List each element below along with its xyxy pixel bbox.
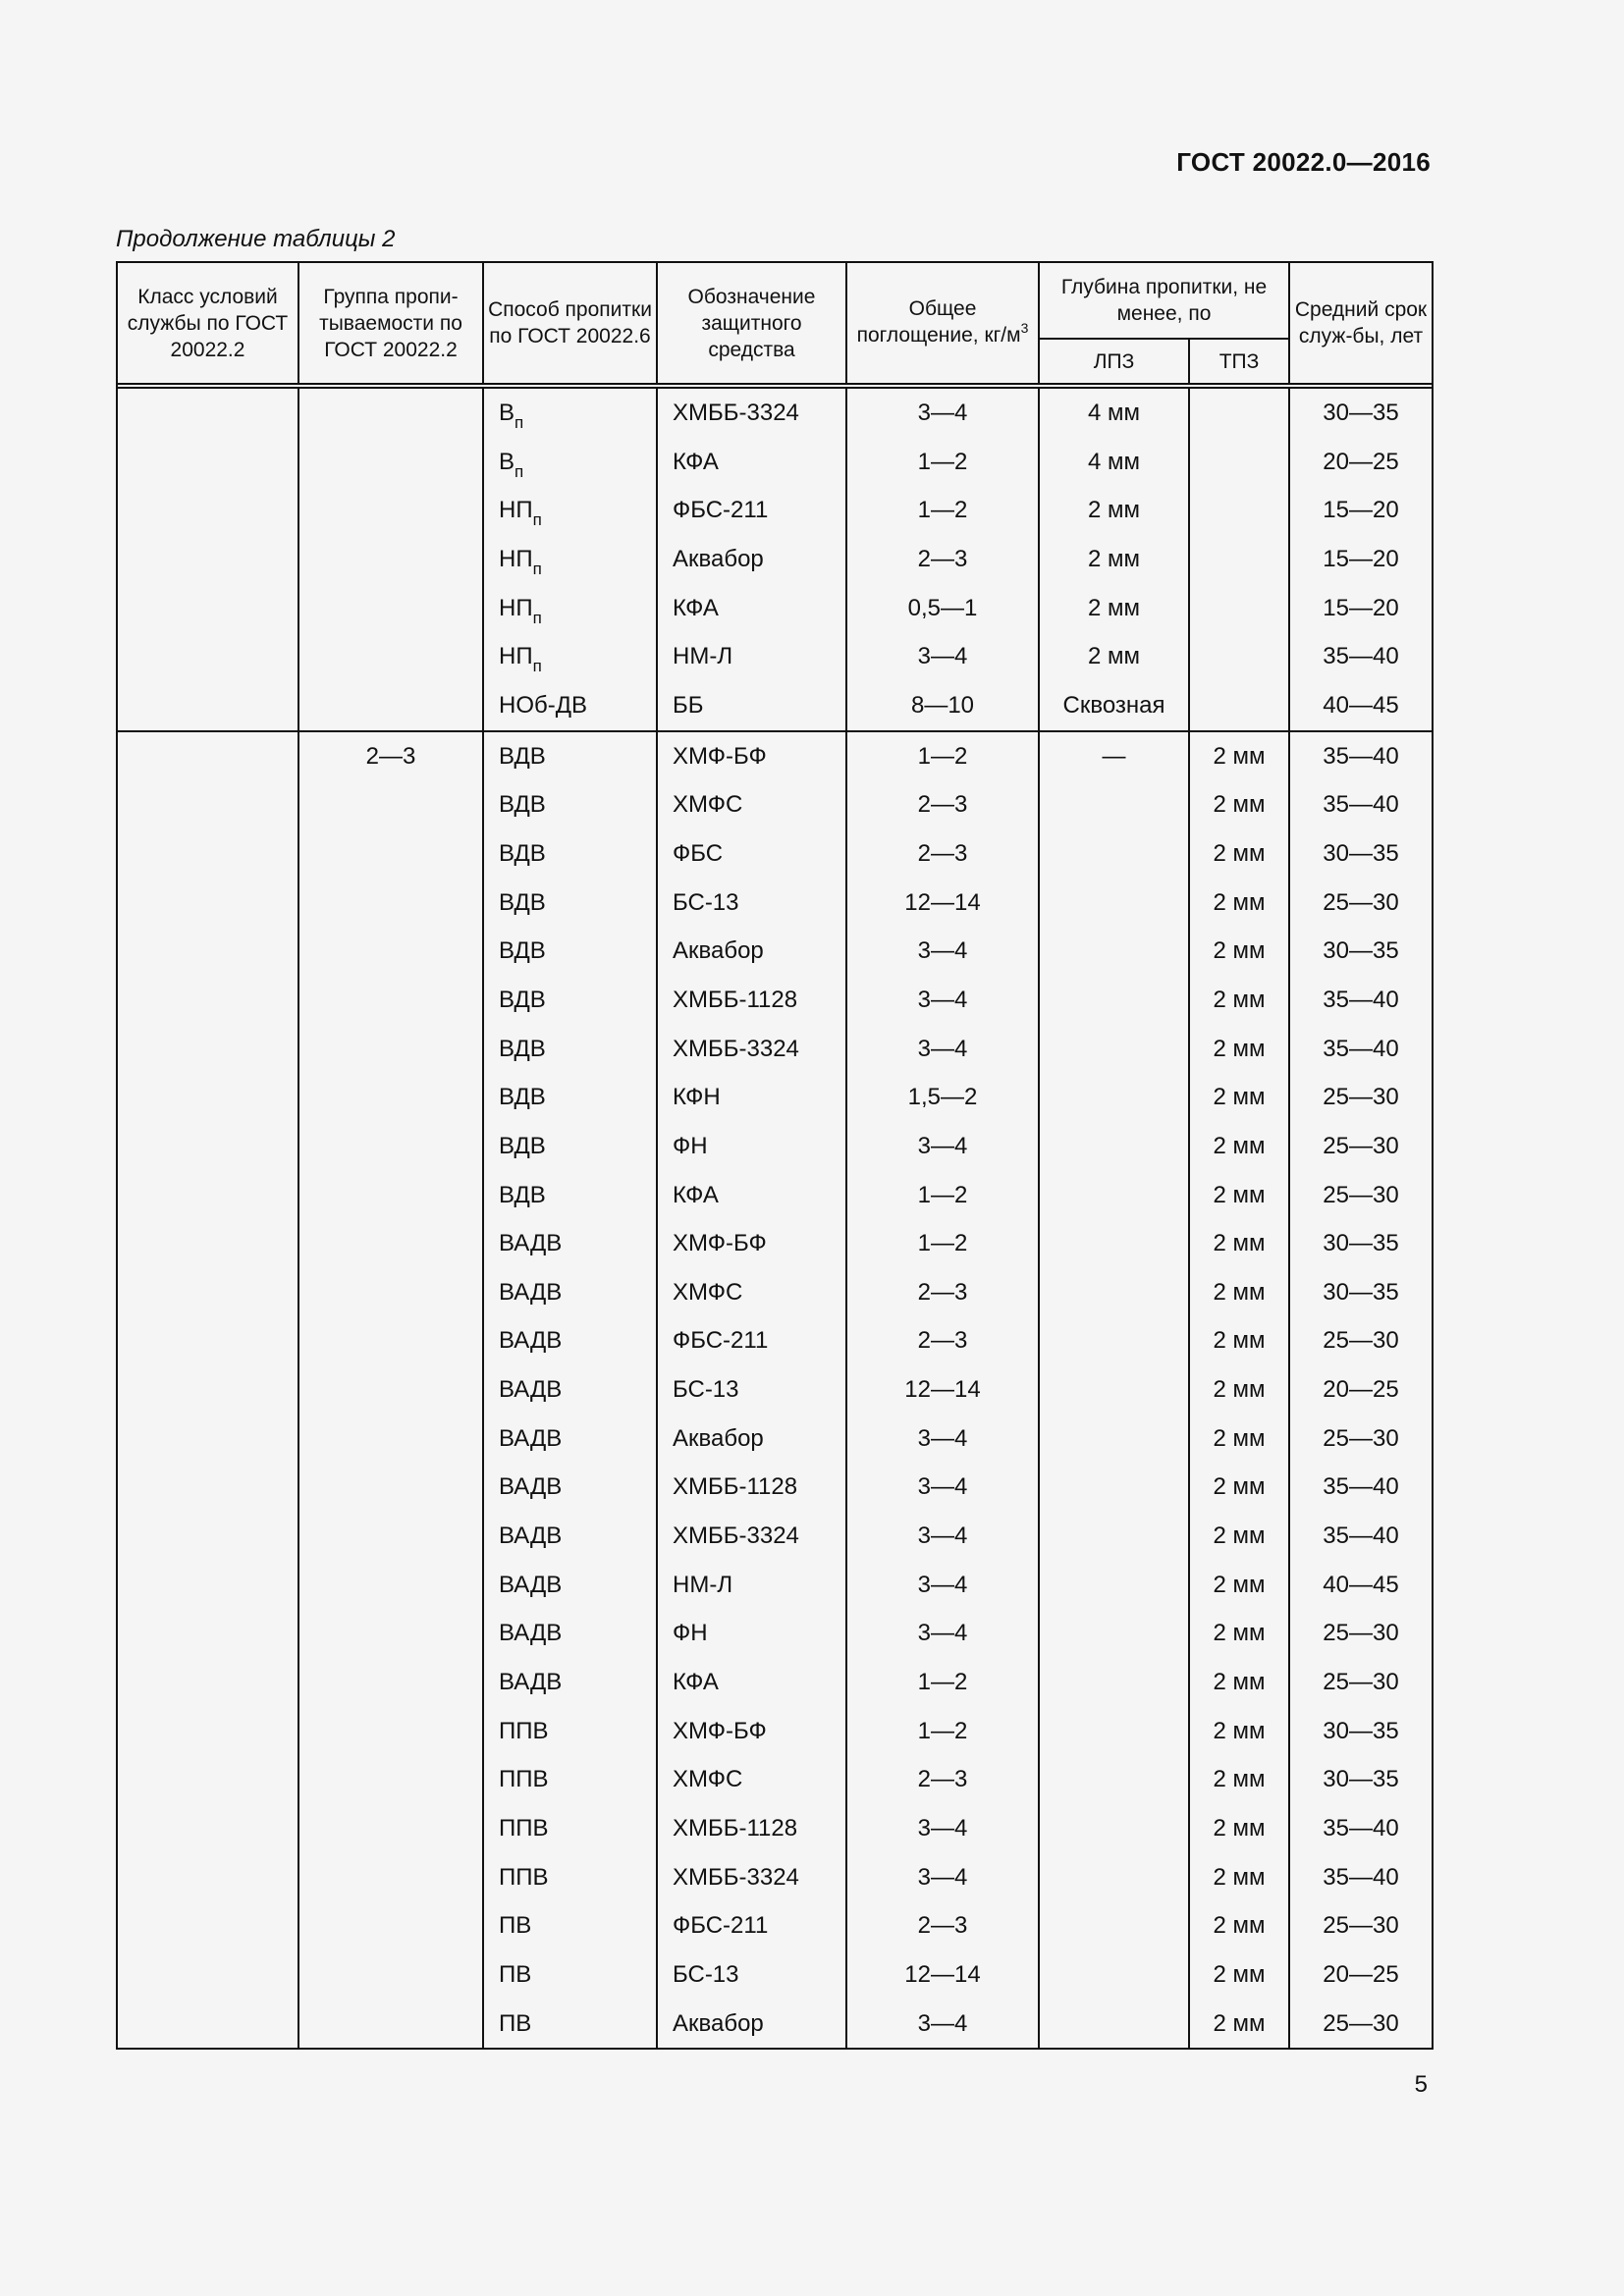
service-life-value: 35—40: [1323, 791, 1399, 819]
method-value: [484, 389, 656, 438]
tpz-depth-value: [1190, 389, 1288, 438]
service-life-value: 30—35: [1323, 1278, 1399, 1306]
absorption-value: 2—3: [917, 545, 968, 572]
service-life-value: 35—40: [1323, 1473, 1399, 1501]
method-text: ВДВ: [499, 937, 546, 965]
method-value: [484, 780, 656, 829]
tpz-depth-value: [1190, 632, 1288, 681]
method-value: [484, 2000, 656, 2049]
lpz-column-cell: [1039, 388, 1189, 731]
service-life-value: 35—40: [1323, 1863, 1399, 1891]
service-life-value: 30—35: [1323, 1766, 1399, 1793]
agent-value: ХМФС: [673, 1278, 743, 1306]
tpz-depth-value: 2 мм: [1213, 1132, 1266, 1159]
tpz-depth-value: 2 мм: [1213, 1473, 1266, 1501]
lpz-depth-value: [1040, 1073, 1188, 1122]
method-text: НП: [499, 545, 533, 572]
method-value: [484, 1950, 656, 2000]
method-text: ППВ: [499, 1766, 549, 1793]
lpz-depth-value: 2 мм: [1087, 497, 1140, 524]
header-impregnation-depth: Глубина пропитки, не менее, по: [1039, 262, 1289, 339]
agent-value: ФН: [673, 1620, 708, 1647]
header-impregnability-group: Группа пропи-тываемости по ГОСТ 20022.2: [298, 262, 483, 384]
method-column-cell: [483, 388, 657, 731]
agent-value: ХМББ-1128: [673, 1815, 798, 1842]
method-text: ВДВ: [499, 839, 546, 867]
tpz-depth-value: 2 мм: [1213, 1181, 1266, 1208]
absorption-value: 3—4: [917, 400, 968, 426]
service-life-value: 25—30: [1323, 1327, 1399, 1355]
agent-value: ХМФ-БФ: [673, 1230, 767, 1257]
method-text: ВАДВ: [499, 1571, 563, 1598]
tpz-depth-value: 2 мм: [1213, 2009, 1266, 2037]
header-impregnation-method: Способ пропитки по ГОСТ 20022.6: [483, 262, 657, 384]
header-total-absorption: [846, 262, 1039, 384]
agent-column-cell: [657, 731, 846, 2050]
absorption-value: 1—2: [917, 742, 968, 770]
agent-value: ФБС-211: [673, 1912, 769, 1940]
tpz-depth-value: 2 мм: [1213, 1961, 1266, 1988]
method-text: ППВ: [499, 1717, 549, 1744]
agent-value: КФА: [673, 594, 719, 621]
service-life-value: 35—40: [1323, 643, 1399, 670]
method-column-cell: [483, 731, 657, 2050]
absorption-value: 1—2: [917, 1230, 968, 1257]
agent-value: ХМББ-3324: [673, 1863, 799, 1891]
absorption-value: 0,5—1: [907, 594, 978, 621]
tpz-depth-value: 2 мм: [1213, 1620, 1266, 1647]
agent-value: ХМББ-1128: [673, 986, 798, 1013]
tpz-depth-value: 2 мм: [1213, 1278, 1266, 1306]
absorption-value: 1—2: [917, 1717, 968, 1744]
agent-value: Аквабор: [673, 545, 764, 572]
service-life-value: 25—30: [1323, 888, 1399, 916]
absorption-value: 2—3: [917, 1766, 968, 1793]
group-value: [299, 389, 482, 438]
method-text: В: [499, 400, 515, 426]
tpz-depth-value: 2 мм: [1213, 1863, 1266, 1891]
lpz-depth-value: [1040, 1901, 1188, 1950]
header-service-class: Класс условий службы по ГОСТ 20022.2: [117, 262, 298, 384]
method-value: [484, 976, 656, 1025]
absorption-value: 3—4: [917, 1035, 968, 1062]
lpz-depth-value: [1040, 1463, 1188, 1512]
service-life-value: 25—30: [1323, 1084, 1399, 1111]
method-value: [484, 535, 656, 584]
document-code: ГОСТ 20022.0—2016: [1176, 147, 1431, 177]
agent-value: ФБС-211: [673, 497, 769, 524]
lpz-depth-value: [1040, 1755, 1188, 1804]
method-value: [484, 1025, 656, 1074]
service-life-value: 30—35: [1323, 400, 1399, 426]
agent-value: ХМФС: [673, 791, 743, 819]
tpz-column-cell: [1189, 731, 1289, 2050]
tpz-depth-value: 2 мм: [1213, 888, 1266, 916]
service-life-value: 25—30: [1323, 1912, 1399, 1940]
agent-value: КФА: [673, 448, 719, 475]
lpz-depth-value: —: [1102, 742, 1126, 770]
method-value: [484, 681, 656, 730]
absorption-value: 2—3: [917, 791, 968, 819]
method-value: [484, 829, 656, 879]
table-row-group: [117, 388, 1433, 731]
absorption-value: 3—4: [917, 986, 968, 1013]
term-column-cell: [1289, 731, 1433, 2050]
absorption-value: 1—2: [917, 1669, 968, 1696]
absorption-value: 1—2: [917, 448, 968, 475]
lpz-depth-value: [1040, 976, 1188, 1025]
method-value: [484, 1853, 656, 1902]
impregnation-table: [116, 261, 1434, 2050]
absorption-value: 2—3: [917, 1278, 968, 1306]
agent-value: ХМФ-БФ: [673, 742, 767, 770]
method-text: ВАДВ: [499, 1620, 563, 1647]
service-life-value: 25—30: [1323, 1669, 1399, 1696]
service-life-value: 35—40: [1323, 742, 1399, 770]
lpz-depth-value: 2 мм: [1087, 545, 1140, 572]
lpz-depth-value: [1040, 927, 1188, 976]
lpz-depth-value: Сквозная: [1062, 691, 1165, 719]
agent-value: ФН: [673, 1132, 708, 1159]
tpz-depth-value: 2 мм: [1213, 937, 1266, 965]
tpz-depth-value: 2 мм: [1213, 1571, 1266, 1598]
absorption-value: 3—4: [917, 1620, 968, 1647]
tpz-depth-value: 2 мм: [1213, 1424, 1266, 1452]
lpz-depth-value: [1040, 1316, 1188, 1365]
tpz-depth-value: [1190, 438, 1288, 487]
service-life-value: 15—20: [1323, 594, 1399, 621]
lpz-depth-value: [1040, 1853, 1188, 1902]
method-text: ВДВ: [499, 888, 546, 916]
absorption-value: 3—4: [917, 643, 968, 670]
service-life-value: 30—35: [1323, 839, 1399, 867]
agent-value: ХМФС: [673, 1766, 743, 1793]
lpz-depth-value: [1040, 1365, 1188, 1415]
tpz-depth-value: [1190, 584, 1288, 633]
term-column-cell: [1289, 388, 1433, 731]
agent-value: БС-13: [673, 1376, 739, 1404]
method-subscript: п: [532, 559, 542, 578]
agent-value: Аквабор: [673, 2009, 764, 2037]
agent-value: ББ: [673, 691, 704, 719]
method-value: [484, 438, 656, 487]
method-text: ВАДВ: [499, 1522, 563, 1550]
method-value: [484, 632, 656, 681]
agent-value: ХМББ-1128: [673, 1473, 798, 1501]
method-value: [484, 1707, 656, 1756]
absorption-value: 1—2: [917, 497, 968, 524]
agent-value: ФБС: [673, 839, 724, 867]
service-life-value: 30—35: [1323, 1717, 1399, 1744]
absorption-column-cell: [846, 731, 1039, 2050]
absorption-value: 3—4: [917, 1132, 968, 1159]
absorption-value: 3—4: [917, 937, 968, 965]
lpz-depth-value: [1040, 1512, 1188, 1561]
header-total-absorption-text: Общее поглощение, кг/м: [856, 297, 1021, 347]
agent-value: НМ-Л: [673, 643, 733, 670]
lpz-depth-value: [1040, 1707, 1188, 1756]
agent-value: Аквабор: [673, 1424, 764, 1452]
method-text: ВДВ: [499, 791, 546, 819]
agent-value: КФА: [673, 1181, 719, 1208]
service-life-value: 40—45: [1323, 1571, 1399, 1598]
service-life-value: 35—40: [1323, 1815, 1399, 1842]
service-life-value: 25—30: [1323, 2009, 1399, 2037]
absorption-value: 12—14: [904, 1376, 981, 1404]
method-text: НП: [499, 594, 533, 621]
service-life-value: 40—45: [1323, 691, 1399, 719]
method-value: [484, 1804, 656, 1853]
method-text: ВАДВ: [499, 1424, 563, 1452]
method-value: [484, 927, 656, 976]
absorption-value: 3—4: [917, 1424, 968, 1452]
absorption-value: 3—4: [917, 2009, 968, 2037]
tpz-column-cell: [1189, 388, 1289, 731]
service-life-value: 35—40: [1323, 986, 1399, 1013]
service-life-value: 20—25: [1323, 448, 1399, 475]
method-value: [484, 1463, 656, 1512]
lpz-depth-value: [1040, 1609, 1188, 1658]
header-depth-lpz: ЛПЗ: [1039, 339, 1189, 384]
method-value: [484, 1658, 656, 1707]
tpz-depth-value: 2 мм: [1213, 1376, 1266, 1404]
method-text: ПВ: [499, 1961, 532, 1988]
tpz-depth-value: 2 мм: [1213, 1084, 1266, 1111]
lpz-depth-value: [1040, 1561, 1188, 1610]
method-text: НОб-ДВ: [499, 691, 587, 719]
tpz-depth-value: 2 мм: [1213, 1912, 1266, 1940]
absorption-value: 3—4: [917, 1473, 968, 1501]
absorption-value: 2—3: [917, 839, 968, 867]
method-text: ВАДВ: [499, 1376, 563, 1404]
tpz-depth-value: 2 мм: [1213, 1766, 1266, 1793]
method-subscript: п: [514, 413, 524, 432]
method-subscript: п: [532, 657, 542, 676]
lpz-depth-value: [1040, 829, 1188, 879]
method-text: ПВ: [499, 2009, 532, 2037]
service-class-cell: [117, 388, 298, 731]
tpz-depth-value: 2 мм: [1213, 1522, 1266, 1550]
absorption-value: 2—3: [917, 1912, 968, 1940]
lpz-depth-value: 4 мм: [1087, 448, 1140, 475]
method-value: [484, 1316, 656, 1365]
method-text: ВДВ: [499, 1132, 546, 1159]
service-class-cell: [117, 731, 298, 2050]
method-value: [484, 1755, 656, 1804]
service-life-value: 30—35: [1323, 937, 1399, 965]
service-life-value: 25—30: [1323, 1181, 1399, 1208]
lpz-depth-value: [1040, 1268, 1188, 1317]
method-value: [484, 879, 656, 928]
tpz-depth-value: [1190, 681, 1288, 730]
service-life-value: 25—30: [1323, 1132, 1399, 1159]
tpz-depth-value: 2 мм: [1213, 1327, 1266, 1355]
method-value: [484, 1415, 656, 1464]
lpz-depth-value: [1040, 1804, 1188, 1853]
tpz-depth-value: 2 мм: [1213, 791, 1266, 819]
method-text: ВДВ: [499, 742, 546, 770]
header-service-life: Средний срок служ-бы, лет: [1289, 262, 1433, 384]
agent-value: КФА: [673, 1669, 719, 1696]
agent-value: ХМББ-3324: [673, 1522, 799, 1550]
lpz-depth-value: [1040, 1950, 1188, 2000]
method-subscript: п: [532, 608, 542, 627]
method-text: ВАДВ: [499, 1327, 563, 1355]
lpz-depth-value: [1040, 1219, 1188, 1268]
header-protective-agent: Обозначение защитного средства: [657, 262, 846, 384]
tpz-depth-value: 2 мм: [1213, 986, 1266, 1013]
lpz-depth-value: [1040, 879, 1188, 928]
method-value: [484, 1268, 656, 1317]
absorption-value: 2—3: [917, 1327, 968, 1355]
method-text: ППВ: [499, 1815, 549, 1842]
absorption-value: 8—10: [910, 691, 975, 719]
lpz-depth-value: [1040, 1122, 1188, 1171]
group-cell: [298, 731, 483, 2050]
lpz-depth-value: [1040, 1171, 1188, 1220]
service-life-value: 20—25: [1323, 1961, 1399, 1988]
method-text: ВДВ: [499, 1035, 546, 1062]
service-life-value: 15—20: [1323, 545, 1399, 572]
page-number: 5: [1414, 2071, 1428, 2098]
method-text: В: [499, 448, 515, 475]
absorption-value: 12—14: [904, 888, 981, 916]
lpz-depth-value: [1040, 1025, 1188, 1074]
absorption-value: 3—4: [917, 1863, 968, 1891]
absorption-value: 3—4: [917, 1815, 968, 1842]
agent-value: ХМББ-3324: [673, 1035, 799, 1062]
lpz-depth-value: 2 мм: [1087, 643, 1140, 670]
method-value: [484, 584, 656, 633]
lpz-depth-value: [1040, 1658, 1188, 1707]
method-value: [484, 1122, 656, 1171]
lpz-depth-value: [1040, 2000, 1188, 2049]
service-life-value: 25—30: [1323, 1424, 1399, 1452]
tpz-depth-value: 2 мм: [1213, 1669, 1266, 1696]
service-life-value: 15—20: [1323, 497, 1399, 524]
method-value: [484, 1219, 656, 1268]
agent-value: ФБС-211: [673, 1327, 769, 1355]
tpz-depth-value: [1190, 486, 1288, 535]
method-text: ВАДВ: [499, 1230, 563, 1257]
service-life-value: 35—40: [1323, 1522, 1399, 1550]
absorption-value: 3—4: [917, 1522, 968, 1550]
method-value: [484, 1073, 656, 1122]
method-text: ВДВ: [499, 986, 546, 1013]
header-depth-tpz: ТПЗ: [1189, 339, 1289, 384]
tpz-depth-value: 2 мм: [1213, 1035, 1266, 1062]
header-total-absorption-sup: 3: [1020, 320, 1029, 336]
table-caption: Продолжение таблицы 2: [116, 226, 396, 252]
method-text: ПВ: [499, 1912, 532, 1940]
method-text: ППВ: [499, 1863, 549, 1891]
method-value: [484, 1561, 656, 1610]
method-value: [484, 1171, 656, 1220]
method-value: [484, 1609, 656, 1658]
method-text: ВАДВ: [499, 1473, 563, 1501]
lpz-depth-value: 2 мм: [1087, 594, 1140, 621]
table-row-group: [117, 731, 1433, 2050]
group-value: 2—3: [365, 742, 416, 770]
agent-value: НМ-Л: [673, 1571, 733, 1598]
method-text: ВДВ: [499, 1084, 546, 1111]
absorption-value: 1—2: [917, 1181, 968, 1208]
method-value: [484, 1901, 656, 1950]
method-text: ВАДВ: [499, 1669, 563, 1696]
lpz-depth-value: 4 мм: [1087, 400, 1140, 426]
agent-value: ХМФ-БФ: [673, 1717, 767, 1744]
group-cell: [298, 388, 483, 731]
agent-value: БС-13: [673, 1961, 739, 1988]
absorption-value: 1,5—2: [907, 1084, 978, 1111]
absorption-value: 3—4: [917, 1571, 968, 1598]
agent-column-cell: [657, 388, 846, 731]
agent-value: КФН: [673, 1084, 721, 1111]
agent-value: ХМББ-3324: [673, 400, 799, 426]
method-subscript: п: [532, 510, 542, 530]
tpz-depth-value: 2 мм: [1213, 1230, 1266, 1257]
lpz-column-cell: [1039, 731, 1189, 2050]
method-text: ВАДВ: [499, 1278, 563, 1306]
absorption-value: 12—14: [904, 1961, 981, 1988]
agent-value: Аквабор: [673, 937, 764, 965]
method-text: НП: [499, 497, 533, 524]
service-life-value: 35—40: [1323, 1035, 1399, 1062]
tpz-depth-value: 2 мм: [1213, 1717, 1266, 1744]
service-life-value: 20—25: [1323, 1376, 1399, 1404]
tpz-depth-value: 2 мм: [1213, 1815, 1266, 1842]
tpz-depth-value: 2 мм: [1213, 839, 1266, 867]
service-life-value: 25—30: [1323, 1620, 1399, 1647]
method-subscript: п: [514, 461, 524, 481]
method-value: [484, 732, 656, 781]
method-value: [484, 486, 656, 535]
absorption-column-cell: [846, 388, 1039, 731]
lpz-depth-value: [1040, 780, 1188, 829]
agent-value: БС-13: [673, 888, 739, 916]
service-life-value: 30—35: [1323, 1230, 1399, 1257]
tpz-depth-value: [1190, 535, 1288, 584]
method-text: НП: [499, 643, 533, 670]
method-value: [484, 1365, 656, 1415]
lpz-depth-value: [1040, 1415, 1188, 1464]
tpz-depth-value: 2 мм: [1213, 742, 1266, 770]
method-value: [484, 1512, 656, 1561]
method-text: ВДВ: [499, 1181, 546, 1208]
